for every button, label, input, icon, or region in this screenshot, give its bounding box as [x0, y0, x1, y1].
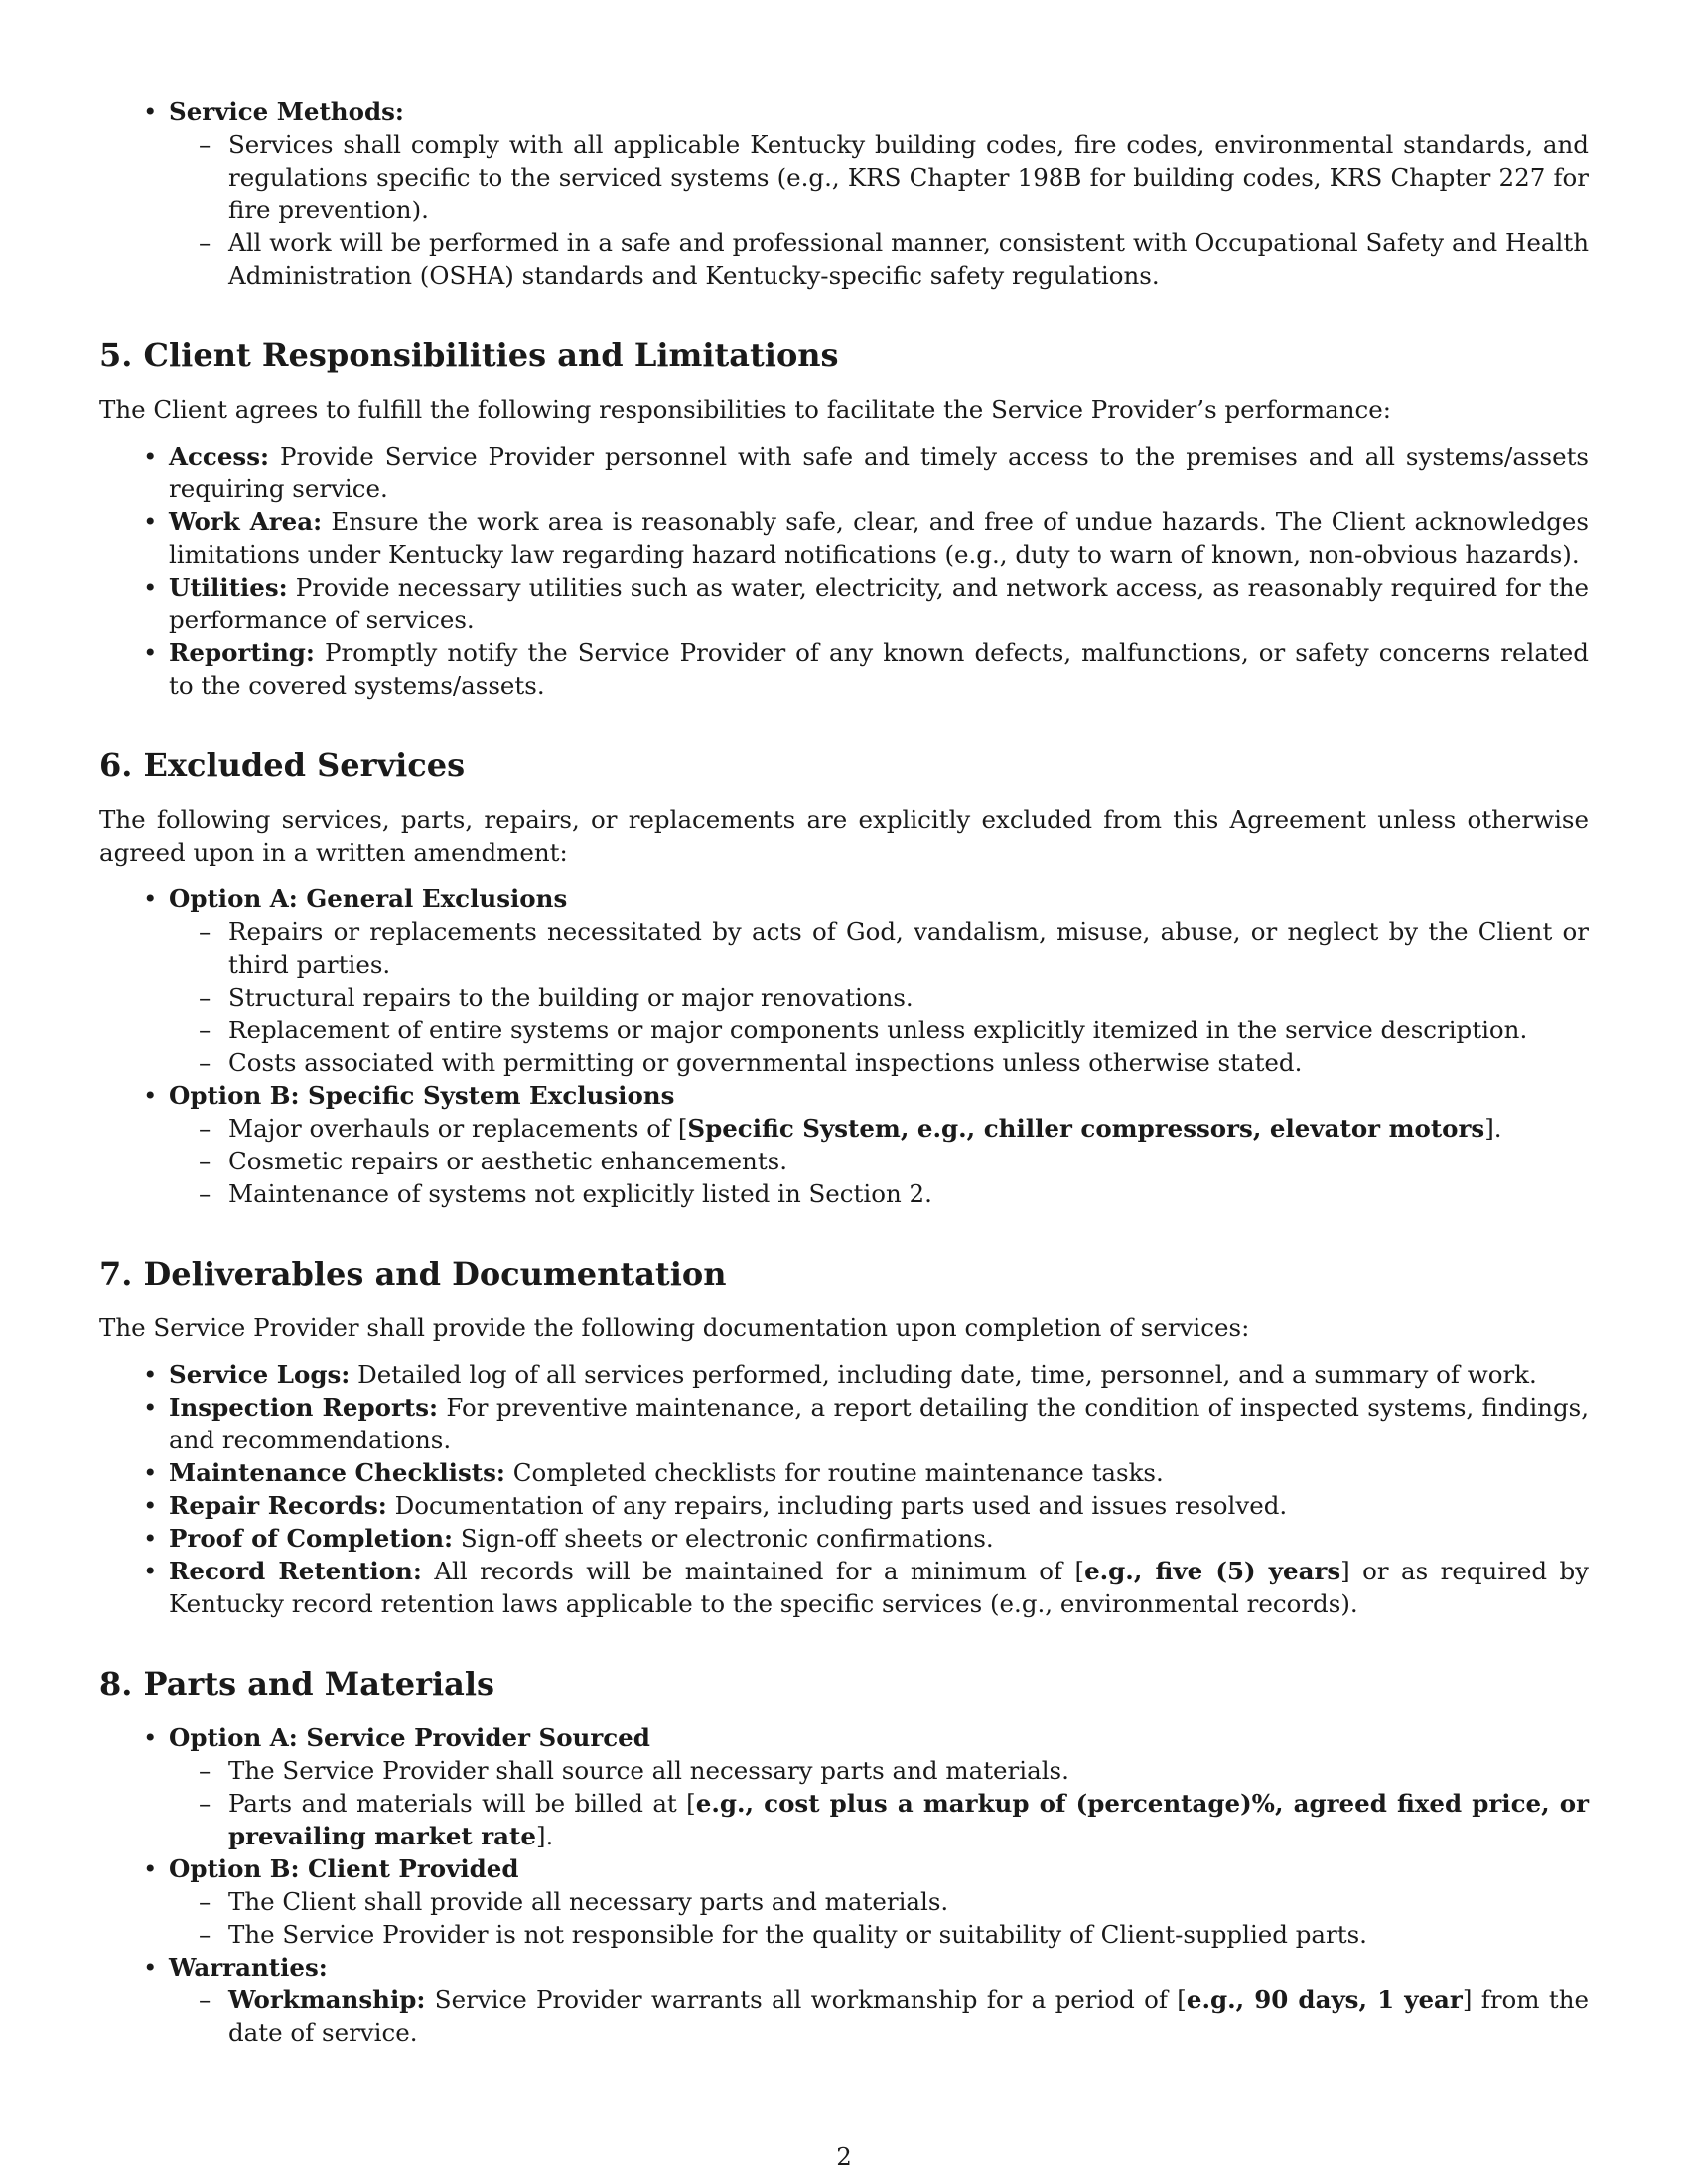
item-text: Provide necessary utilities such as water, electricity, and network access, as reasonably required for the performance of services. [169, 573, 1589, 634]
sub-list-item: – The Service Provider shall source all necessary parts and materials. [228, 1754, 1589, 1787]
item-text: Service Provider warrants all workmanship for a period of [ [425, 1985, 1187, 2014]
item-text: Promptly notify the Service Provider of any known defects, malfunctions, or safety concerns related to the covered systems/assets. [169, 638, 1589, 700]
list-item [169, 1852, 1589, 1951]
section-heading-5: 5. Client Responsibilities and Limitations [99, 337, 839, 374]
sub-list-item: – Repairs or replacements necessitated by acts of God, vandalism, misuse, abuse, or neglect by the Client or third parties. [228, 915, 1589, 981]
list-item [169, 1555, 1589, 1620]
service-methods-list [99, 95, 1589, 292]
item-label: Proof of Completion: [169, 1524, 454, 1553]
parts-materials-list [99, 1721, 1589, 2049]
list-item [169, 1079, 1589, 1210]
list-item [169, 1456, 1589, 1489]
sub-list-item: – All work will be performed in a safe and professional manner, consistent with Occupational Safety and Health Administration (OSHA) standards and Kentucky-specific safety regulations. [228, 226, 1589, 292]
section-heading-8: 8. Parts and Materials [99, 1665, 495, 1703]
item-label: Maintenance Checklists: [169, 1458, 505, 1487]
item-text: Ensure the work area is reasonably safe, clear, and free of undue hazards. The Client acknowledges limitations under Kentucky law regarding hazard notifications (e.g., duty to warn of known, non-obvious hazards). [169, 507, 1589, 569]
placeholder-text: e.g., 90 days, 1 year [1186, 1985, 1463, 2014]
sub-list-item: – Replacement of entire systems or major components unless explicitly itemized in the service description. [228, 1014, 1589, 1046]
placeholder-text: e.g., five (5) years [1084, 1557, 1341, 1585]
sub-list-item: – Costs associated with permitting or governmental inspections unless otherwise stated. [228, 1046, 1589, 1079]
item-label: Service Logs: [169, 1360, 351, 1389]
item-label: Warranties: [169, 1953, 328, 1981]
item-text: Detailed log of all services performed, including date, time, personnel, and a summary of work. [350, 1360, 1537, 1389]
sub-list [169, 915, 1589, 1079]
document-page [99, 99, 1589, 2049]
item-text: ] from the date of service. [228, 1985, 1589, 2047]
sub-list-item: – The Client shall provide all necessary parts and materials. [228, 1885, 1589, 1918]
section-intro: The Service Provider shall provide the following documentation upon completion of services: [99, 1313, 1250, 1342]
item-text: ]. [535, 1822, 554, 1850]
list-item [169, 636, 1589, 702]
sub-list-item [228, 1983, 1589, 2049]
sub-list-item: – The Service Provider is not responsible for the quality or suitability of Client-supplied parts. [228, 1918, 1589, 1951]
sub-list [169, 1885, 1589, 1951]
item-text: ]. [1484, 1114, 1502, 1143]
deliverables-list [99, 1358, 1589, 1620]
item-label: Option A: Service Provider Sourced [169, 1723, 650, 1752]
section-intro: The following services, parts, repairs, or replacements are explicitly excluded from this Agreement unless otherwise agreed upon in a written amendment: [99, 805, 1589, 867]
item-text: All records will be maintained for a minimum of [ [421, 1557, 1085, 1585]
list-item [169, 1522, 1589, 1555]
item-label: Service Methods: [169, 97, 404, 126]
item-text: Provide Service Provider personnel with safe and timely access to the premises and all systems/assets requiring service. [169, 442, 1589, 503]
list-item [169, 1489, 1589, 1522]
page-number: 2 [836, 2142, 852, 2171]
item-label: Work Area: [169, 507, 323, 536]
list-item [169, 505, 1589, 571]
sub-list-item [228, 1112, 1589, 1145]
item-label: Option A: General Exclusions [169, 885, 568, 913]
list-item [169, 95, 1589, 292]
list-item [169, 1721, 1589, 1852]
item-label: Option B: Specific System Exclusions [169, 1081, 675, 1110]
sub-list [169, 1983, 1589, 2049]
sub-list [169, 1754, 1589, 1852]
list-item [169, 440, 1589, 505]
item-text: Major overhauls or replacements of [ [228, 1114, 688, 1143]
item-label: Utilities: [169, 573, 288, 602]
item-text: Completed checklists for routine maintenance tasks. [504, 1458, 1164, 1487]
sub-list-item: – Services shall comply with all applicable Kentucky building codes, fire codes, environmental standards, and regulations specific to the serviced systems (e.g., KRS Chapter 198B for building codes, KRS Chapter 227 for fire prevention). [228, 128, 1589, 226]
item-label: Workmanship: [228, 1985, 426, 2014]
excluded-services-list [99, 883, 1589, 1210]
item-label: Repair Records: [169, 1491, 387, 1520]
item-label: Inspection Reports: [169, 1393, 439, 1422]
list-item [169, 571, 1589, 636]
section-intro: The Client agrees to fulfill the following responsibilities to facilitate the Service Provider’s performance: [99, 395, 1391, 424]
item-label: Reporting: [169, 638, 315, 667]
sub-list-item: – Cosmetic repairs or aesthetic enhancements. [228, 1145, 1589, 1177]
item-text: Parts and materials will be billed at [ [228, 1789, 696, 1818]
placeholder-text: e.g., cost plus a markup of (percentage)%, agreed fixed price, or prevailing market rate [228, 1789, 1590, 1850]
item-label: Option B: Client Provided [169, 1854, 519, 1883]
sub-list-item: – Maintenance of systems not explicitly listed in Section 2. [228, 1177, 1589, 1210]
item-label: Record Retention: [169, 1557, 422, 1585]
section-heading-6: 6. Excluded Services [99, 747, 466, 784]
item-label: Access: [169, 442, 270, 471]
sub-list-item [228, 1787, 1589, 1852]
sub-list [169, 1112, 1589, 1210]
list-item [169, 1358, 1589, 1391]
item-text: ] or as required by Kentucky record retention laws applicable to the specific services (e.g., environmental records). [169, 1557, 1590, 1618]
item-text: Documentation of any repairs, including parts used and issues resolved. [386, 1491, 1288, 1520]
client-responsibilities-list [99, 440, 1589, 702]
section-heading-7: 7. Deliverables and Documentation [99, 1255, 727, 1293]
item-text: For preventive maintenance, a report detailing the condition of inspected systems, findings, and recommendations. [169, 1393, 1590, 1454]
sub-list-item: – Structural repairs to the building or major renovations. [228, 981, 1589, 1014]
sub-list [169, 128, 1589, 292]
placeholder-text: Specific System, e.g., chiller compressors, elevator motors [687, 1114, 1485, 1143]
item-text: Sign-off sheets or electronic confirmations. [453, 1524, 994, 1553]
list-item [169, 1391, 1589, 1456]
list-item [169, 1951, 1589, 2049]
list-item [169, 883, 1589, 1079]
